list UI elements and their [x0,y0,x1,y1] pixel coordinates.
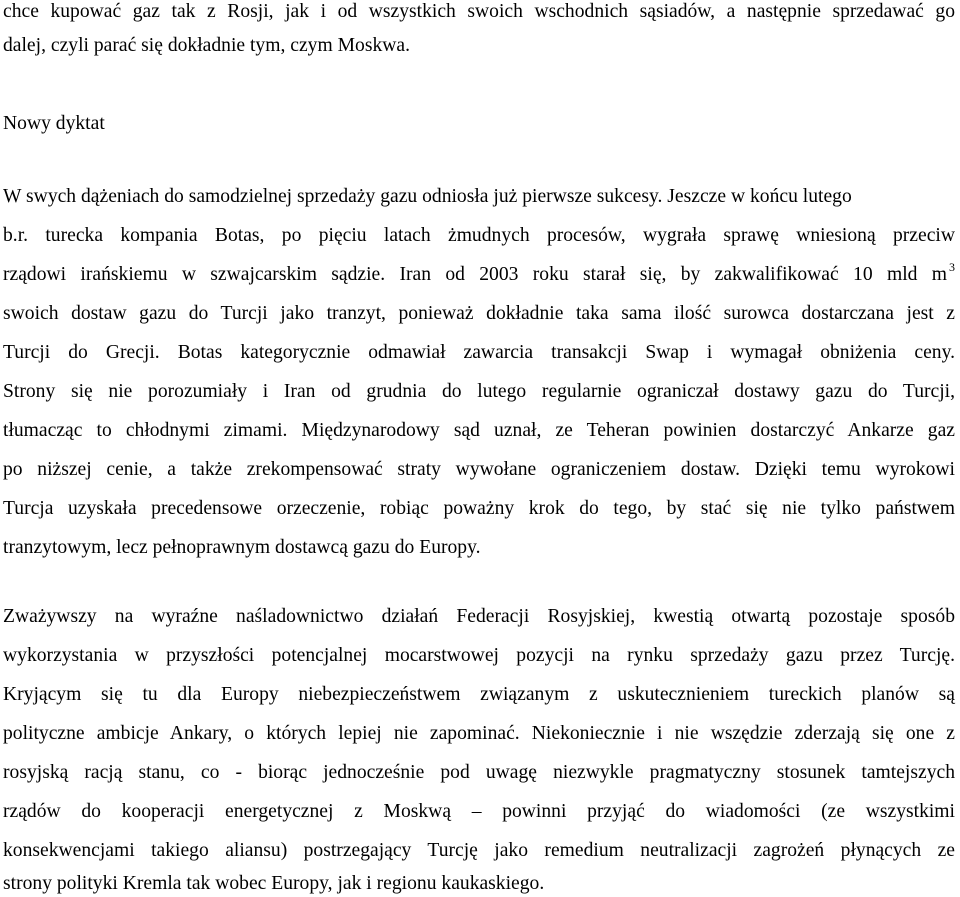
paragraph-2-line-5: rosyjską racją stanu, co - biorąc jednocześnie pod uwagę niezwykle pragmatyczny stosunek tamtejszych [3,762,955,783]
paragraph-1-line-6: Strony się nie porozumiały i Iran od grudnia do lutego regularnie ograniczał dostawy gazu do Turcji, [3,381,955,402]
paragraph-2-line-6: rządów do kooperacji energetycznej z Moskwą – powinni przyjąć do wiadomości (ze wszystkimi [3,801,955,822]
paragraph-2-line-7: konsekwencjami takiego aliansu) postrzegający Turcję jako remedium neutralizacji zagrożeń płynących ze [3,840,955,861]
intro-line-1: chce kupować gaz tak z Rosji, jak i od wszystkich swoich wschodnich sąsiadów, a następnie sprzedawać go [3,1,955,22]
paragraph-1-line-5: Turcji do Grecji. Botas kategorycznie odmawiał zawarcia transakcji Swap i wymagał obniżenia ceny. [3,342,955,363]
paragraph-1-line-9: Turcja uzyskała precedensowe orzeczenie, robiąc poważny krok do tego, by stać się nie tylko państwem [3,498,955,519]
paragraph-2-line-3: Kryjącym się tu dla Europy niebezpieczeństwem związanym z uskutecznieniem tureckich planów są [3,684,955,705]
paragraph-2-line-4: polityczne ambicje Ankary, o których lepiej nie zapominać. Niekoniecznie i nie wszędzie zderzają się one z [3,723,955,744]
section-heading: Nowy dyktat [3,113,105,134]
paragraph-1-line-8: po niższej cenie, a także zrekompensować straty wywołane ograniczeniem dostaw. Dzięki temu wyrokowi [3,459,955,480]
paragraph-1-line-1: W swych dążeniach do samodzielnej sprzedaży gazu odniosła już pierwsze sukcesy. Jeszcze w końcu lutego [3,186,852,207]
paragraph-1-line-4: swoich dostaw gazu do Turcji jako tranzyt, ponieważ dokładnie taka sama ilość surowca dostarczana jest z [3,303,955,324]
paragraph-1-line-7: tłumacząc to chłodnymi zimami. Międzynarodowy sąd uznał, ze Teheran powinien dostarczyć Ankarze gaz [3,420,955,441]
paragraph-2-line-2: wykorzystania w przyszłości potencjalnej mocarstwowej pozycji na rynku sprzedaży gazu przez Turcję. [3,645,955,666]
paragraph-2-line-1: Zważywszy na wyraźne naśladownictwo działań Federacji Rosyjskiej, kwestią otwartą pozostaje sposób [3,606,955,627]
paragraph-2-line-8: strony polityki Kremla tak wobec Europy, jak i regionu kaukaskiego. [3,873,545,894]
paragraph-1-line-2: b.r. turecka kompania Botas, po pięciu latach żmudnych procesów, wygrała sprawę wniesioną przeciw [3,225,955,246]
superscript-cubic: 3 [949,260,955,274]
paragraph-1-line-10: tranzytowym, lecz pełnoprawnym dostawcą gazu do Europy. [3,537,481,558]
intro-line-2: dalej, czyli parać się dokładnie tym, czym Moskwa. [3,35,410,56]
paragraph-1-line-3-text: rządowi irańskiemu w szwajcarskim sądzie. Iran od 2003 roku starał się, by zakwalifikować 10 mld m [3,264,947,285]
paragraph-1-line-3 [3,262,955,288]
